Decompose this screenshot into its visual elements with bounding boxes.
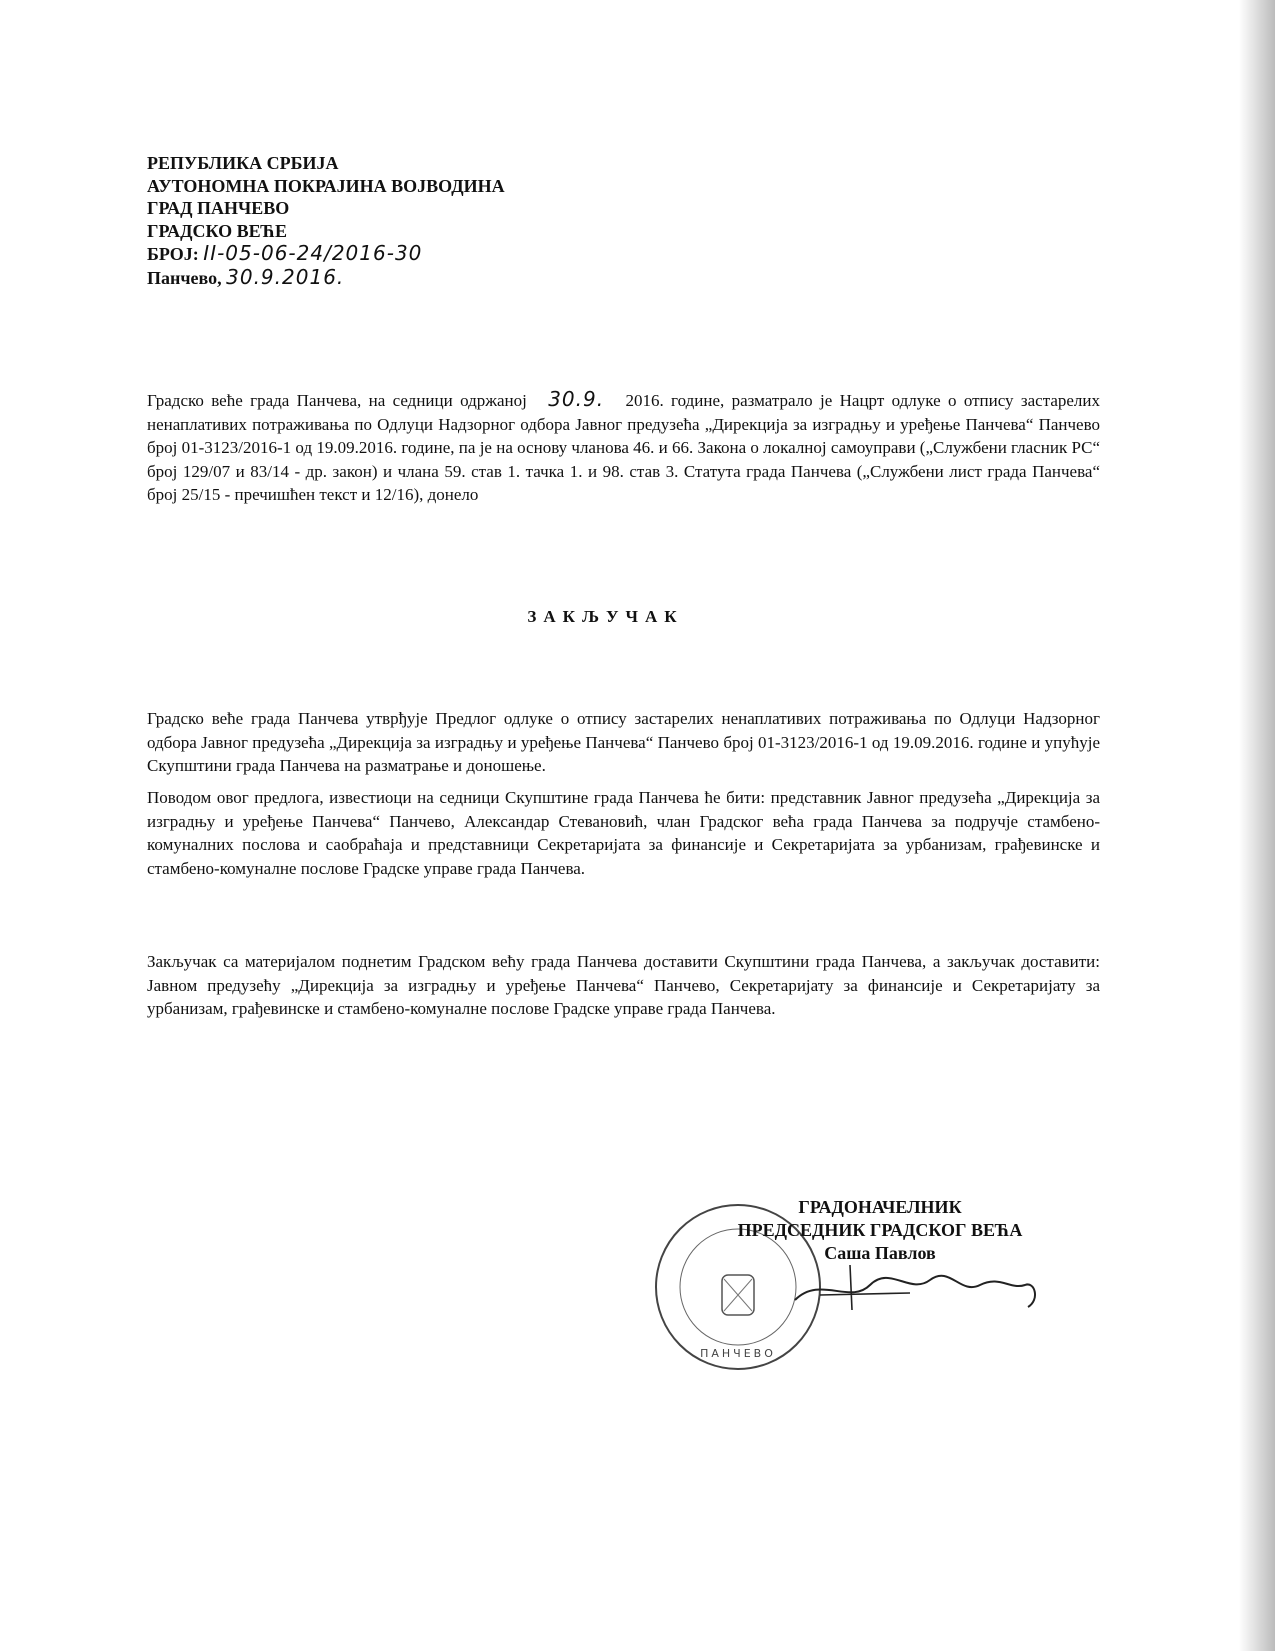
place-label: Панчево, <box>147 267 222 288</box>
body-paragraph-2: Поводом овог предлога, известиоци на седници Скупштине града Панчева ће бити: представник Јавног предузећа „Дирекција за изградњу и уређење Панчева“ Панчево, Александар Стевановић, члан Градског већа града Панчева за подручје стамбено-комуналних послова и саобраћаја и представници Секретаријата за финансије и Секретаријата за урбанизам, грађевинске и стамбено-комуналне послове Градске управе града Панчева. <box>147 788 1100 878</box>
signature-name: Саша Павлов <box>824 1243 936 1263</box>
header-republic: РЕПУБЛИКА СРБИЈА <box>147 153 339 173</box>
intro-handwritten-date: 30.9. <box>548 387 605 411</box>
number-handwritten: II-05-06-24/2016-30 <box>203 241 423 265</box>
signature-title-mayor: ГРАДОНАЧЕЛНИК <box>798 1197 962 1217</box>
header-province: АУТОНОМНА ПОКРАЈИНА ВОЈВОДИНА <box>147 175 505 196</box>
intro-after-date: 2016. године, разматрало је Нацрт одлуке о отпису застарелих ненаплативих потраживања по Одлуци Надзорног одбора Јавног предузећа „Дирекција за изградњу и уређење Панчева“ Панчево број 01-3123/2016-1 од 19.09.2016. године, па је на основу чланова 46. и 66. Закона о локалној самоуправи („Службени гласник РС“ број 129/07 и 83/14 - др. закон) и члана 59. став 1. тачка 1. и 98. став 3. Статута града Панчева („Службени лист града Панчева“ број 25/15 - пречишћен текст и 12/16), донело <box>147 391 1101 504</box>
header-city: ГРАД ПАНЧЕВО <box>147 198 290 218</box>
svg-text:ПАНЧЕВО: ПАНЧЕВО <box>700 1347 776 1360</box>
document-title: ЗАКЉУЧАК <box>527 607 684 626</box>
header-place-date <box>147 266 505 290</box>
intro-paragraph <box>147 388 1100 507</box>
document-header <box>147 152 505 289</box>
body-paragraph-1: Градско веће града Панчева утврђује Предлог одлуке о отпису застарелих ненаплативих потраживања по Одлуци Надзорног одбора Јавног предузећа „Дирекција за изградњу и уређење Панчева“ Панчево број 01-3123/2016-1 од 19.09.2016. године и упућује Скупштини града Панчева на разматрање и доношење. <box>147 709 1100 775</box>
signature-title-president: ПРЕДСЕДНИК ГРАДСКОГ ВЕЋА <box>737 1220 1023 1240</box>
handwritten-signature <box>790 1255 1050 1325</box>
header-number <box>147 242 505 266</box>
body-paragraph-3: Закључак са материјалом поднетим Градском већу града Панчева доставити Скупштини града Панчева, а закључак доставити: Јавном предузећу „Дирекција за изградњу и уређење Панчева“ Панчево, Секретаријату за финансије и Секретаријату за урбанизам, грађевинске и стамбено-комуналне послове Градске управе града Панчева. <box>147 952 1100 1018</box>
scan-page-edge <box>1215 0 1275 1651</box>
intro-before-date: Градско веће града Панчева, на седници одржаној <box>147 391 527 410</box>
header-council: ГРАДСКО ВЕЋЕ <box>147 220 288 241</box>
number-label: БРОЈ: <box>147 244 199 264</box>
date-handwritten: 30.9.2016. <box>226 264 345 289</box>
